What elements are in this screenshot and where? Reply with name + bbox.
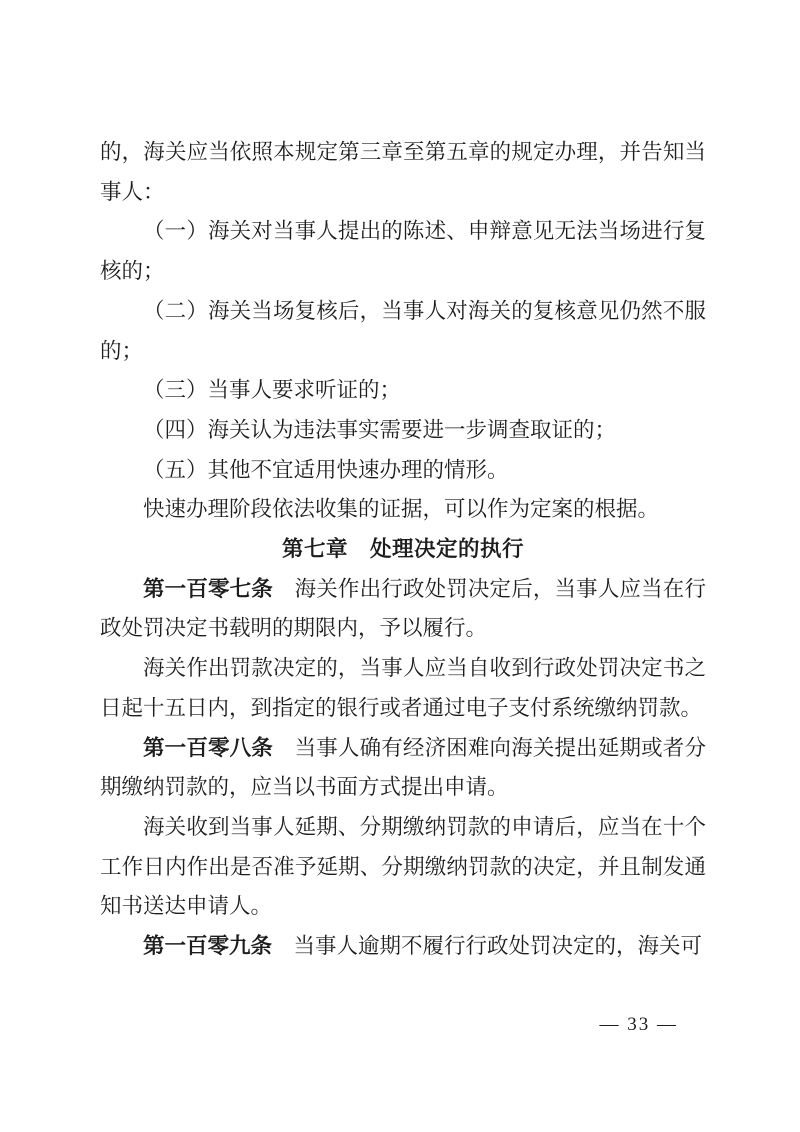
paragraph-article-107-cont: 海关作出罚款决定的，当事人应当自收到行政处罚决定书之日起十五日内，到指定的银行或者通过电子支付系统缴纳罚款。 bbox=[100, 656, 706, 720]
list-item-2: （二）海关当场复核后，当事人对海关的复核意见仍然不服的； bbox=[100, 298, 706, 363]
page-content bbox=[100, 133, 706, 967]
article-109-text: 当事人逾期不履行行政处罚决定的，海关可 bbox=[272, 934, 703, 959]
list-item-1: （一）海关对当事人提出的陈述、申辩意见无法当场进行复核的； bbox=[100, 219, 706, 284]
article-number-107: 第一百零七条 bbox=[143, 576, 273, 601]
paragraph-article-109 bbox=[100, 927, 706, 967]
article-number-108: 第一百零八条 bbox=[143, 735, 273, 760]
list-item-5: （五）其他不宜适用快速办理的情形。 bbox=[143, 457, 509, 482]
list-item-3: （三）当事人要求听证的； bbox=[143, 378, 402, 403]
page-number: — 33 — bbox=[599, 1014, 678, 1035]
list-item-4: （四）海关认为违法事实需要进一步调查取证的； bbox=[143, 417, 617, 442]
paragraph-intro: 的，海关应当依照本规定第三章至第五章的规定办理，并告知当事人： bbox=[100, 140, 706, 204]
article-number-109: 第一百零九条 bbox=[143, 934, 273, 959]
paragraph-article-108-cont: 海关收到当事人延期、分期缴纳罚款的申请后，应当在十个工作日内作出是否准予延期、分期缴纳罚款的决定，并且制发通知书送达申请人。 bbox=[100, 814, 706, 919]
article-108-text: 当事人确有经济困难向海关提出延期或者分期缴纳罚款的，应当以书面方式提出申请。 bbox=[100, 735, 706, 800]
paragraph-article-108 bbox=[100, 729, 706, 808]
paragraph-article-107 bbox=[100, 570, 706, 649]
paragraph-evidence-note: 快速办理阶段依法收集的证据，可以作为定案的根据。 bbox=[143, 497, 660, 522]
chapter-heading: 第七章 处理决定的执行 bbox=[281, 537, 524, 562]
article-107-text: 海关作出行政处罚决定后，当事人应当在行政处罚决定书载明的期限内，予以履行。 bbox=[100, 576, 706, 641]
